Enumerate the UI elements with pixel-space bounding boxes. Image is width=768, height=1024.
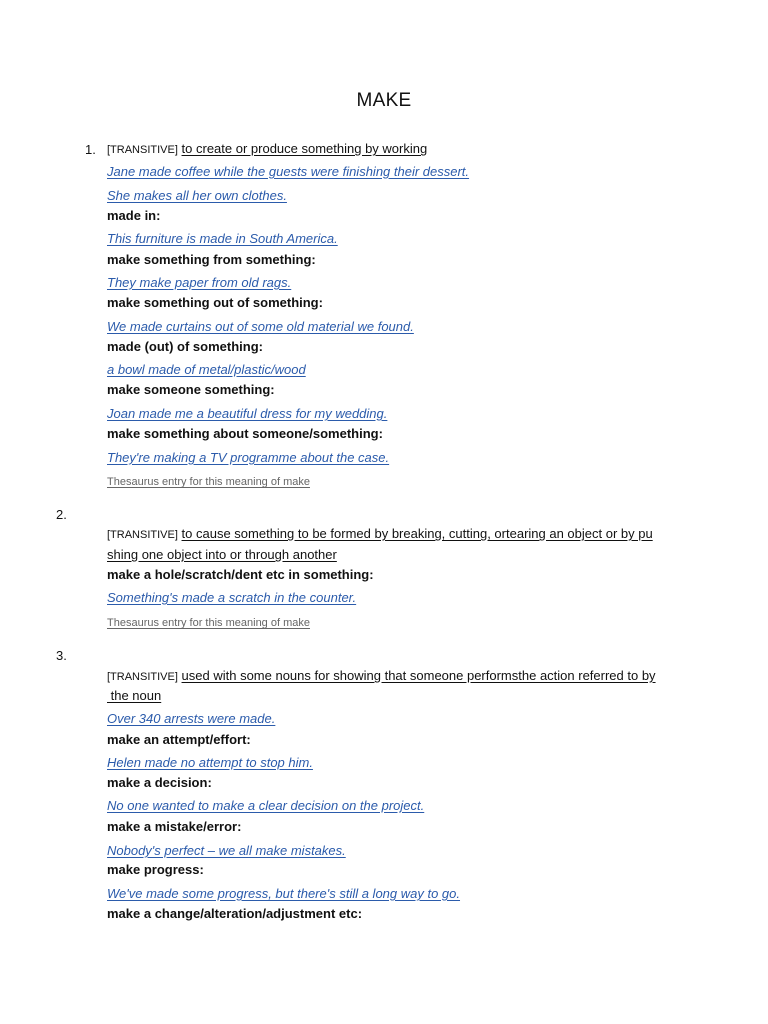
usage-pattern: make progress: [107,862,204,877]
sense-definition [107,526,653,543]
grammar-label: [TRANSITIVE] [107,529,178,541]
sense-definition [107,668,656,685]
usage-pattern: make an attempt/effort: [107,732,251,747]
usage-pattern: make a hole/scratch/dent etc in something: [107,567,374,582]
sense-number: 3. [56,648,67,663]
page-title: MAKE [356,90,412,111]
definition-text[interactable]: used with some nouns for showing that someone performsthe action referred to by [181,668,656,683]
example-sentence[interactable]: a bowl made of metal/plastic/wood [107,362,306,377]
example-sentence[interactable]: Nobody's perfect – we all make mistakes. [107,843,346,858]
usage-pattern: make something out of something: [107,295,323,310]
definition-text[interactable]: to create or produce something by working [181,141,428,156]
usage-pattern: make someone something: [107,382,275,397]
example-sentence[interactable]: We made curtains out of some old material we found. [107,319,414,334]
example-sentence[interactable]: Joan made me a beautiful dress for my wedding. [107,406,388,421]
example-sentence[interactable]: They make paper from old rags. [107,275,292,290]
example-sentence[interactable]: Over 340 arrests were made. [107,711,276,726]
example-sentence[interactable]: Something's made a scratch in the counter. [107,590,357,605]
example-sentence[interactable]: No one wanted to make a clear decision on the project. [107,798,425,813]
grammar-label: [TRANSITIVE] [107,144,178,156]
example-sentence[interactable]: Jane made coffee while the guests were finishing their dessert. [107,164,470,179]
example-sentence[interactable]: She makes all her own clothes. [107,188,287,203]
example-sentence[interactable]: Helen made no attempt to stop him. [107,755,313,770]
usage-pattern: make something from something: [107,252,316,267]
grammar-label: [TRANSITIVE] [107,671,178,683]
usage-pattern: make a mistake/error: [107,819,242,834]
usage-pattern: make something about someone/something: [107,426,383,441]
example-sentence[interactable]: We've made some progress, but there's still a long way to go. [107,886,461,901]
usage-pattern: make a decision: [107,775,212,790]
thesaurus-link[interactable]: Thesaurus entry for this meaning of make [107,476,310,488]
example-sentence[interactable]: They're making a TV programme about the case. [107,450,390,465]
usage-pattern: made in: [107,208,161,223]
sense-number: 1. [85,142,96,157]
usage-pattern: made (out) of something: [107,339,263,354]
thesaurus-link[interactable]: Thesaurus entry for this meaning of make [107,617,310,629]
definition-text[interactable]: to cause something to be formed by breaking, cutting, ortearing an object or by pu [181,526,653,541]
example-sentence[interactable]: This furniture is made in South America. [107,231,338,246]
usage-pattern: make a change/alteration/adjustment etc: [107,906,363,921]
sense-number: 2. [56,507,67,522]
definition-text[interactable]: the noun [107,688,162,703]
sense-definition [107,141,427,158]
definition-text[interactable]: shing one object into or through another [107,547,337,562]
